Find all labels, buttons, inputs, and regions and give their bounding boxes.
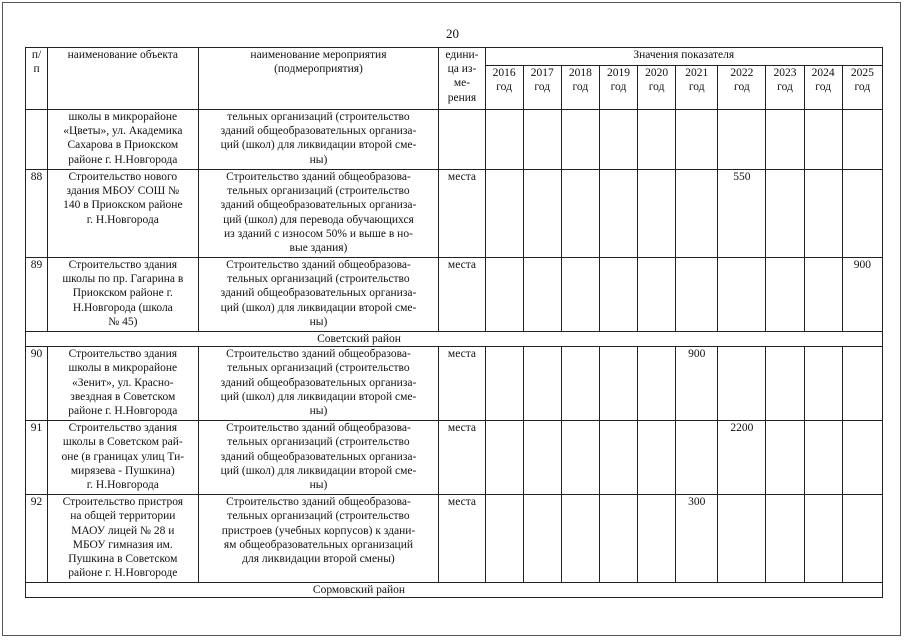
cell-value bbox=[804, 258, 842, 332]
cell-unit bbox=[439, 110, 485, 170]
header-num: п/ п bbox=[26, 48, 48, 110]
cell-value bbox=[599, 495, 637, 583]
cell-value bbox=[718, 258, 766, 332]
cell-value bbox=[676, 170, 718, 258]
district-label: Советский район bbox=[26, 332, 883, 347]
cell-value bbox=[718, 110, 766, 170]
year-header: 2023 год bbox=[766, 66, 804, 110]
cell-object: школы в микрорайоне «Цветы», ул. Академика Сахарова в Приокском районе г. Н.Новгорода bbox=[48, 110, 199, 170]
cell-measure: Строительство зданий общеобразова- тельных организаций (строительство зданий общеобразовательных организа- ций (школ) для ликвидации второй сме- ны) bbox=[198, 258, 439, 332]
cell-value bbox=[842, 495, 882, 583]
cell-object: Строительство здания школы по пр. Гагарина в Приокском районе г. Н.Новгорода (школа № 45) bbox=[48, 258, 199, 332]
cell-value bbox=[842, 110, 882, 170]
year-header: 2024 год bbox=[804, 66, 842, 110]
cell-object: Строительство здания школы в микрорайоне «Зенит», ул. Красно- звездная в Советском районе г. Н.Новгорода bbox=[48, 347, 199, 421]
header-row-top bbox=[26, 48, 883, 66]
cell-value: 900 bbox=[842, 258, 882, 332]
cell-object: Строительство нового здания МБОУ СОШ № 140 в Приокском районе г. Н.Новгорода bbox=[48, 170, 199, 258]
cell-value bbox=[842, 170, 882, 258]
cell-value bbox=[804, 170, 842, 258]
cell-num bbox=[26, 110, 48, 170]
cell-measure: Строительство зданий общеобразова- тельных организаций (строительство зданий общеобразовательных организа- ций (школ) для ликвидации второй сме- ны) bbox=[198, 421, 439, 495]
cell-value bbox=[561, 495, 599, 583]
cell-value bbox=[523, 495, 561, 583]
cell-value bbox=[766, 421, 804, 495]
cell-value bbox=[638, 347, 676, 421]
cell-value bbox=[638, 110, 676, 170]
cell-value bbox=[766, 170, 804, 258]
cell-measure: тельных организаций (строительство зданий общеобразовательных организа- ций (школ) для ликвидации второй сме- ны) bbox=[198, 110, 439, 170]
cell-value bbox=[638, 170, 676, 258]
cell-unit: места bbox=[439, 421, 485, 495]
cell-value bbox=[804, 347, 842, 421]
cell-object: Строительство пристроя на общей территории МАОУ лицей № 28 и МБОУ гимназия им. Пушкина в Советском районе г. Н.Новгороде bbox=[48, 495, 199, 583]
cell-value bbox=[561, 110, 599, 170]
cell-measure: Строительство зданий общеобразова- тельных организаций (строительство пристроев (учебных корпусов) к здани- ям общеобразовательных организаций для ликвидации второй смены) bbox=[198, 495, 439, 583]
cell-value bbox=[485, 347, 523, 421]
cell-value bbox=[485, 495, 523, 583]
cell-value bbox=[523, 421, 561, 495]
cell-value bbox=[599, 421, 637, 495]
cell-value bbox=[561, 421, 599, 495]
cell-value bbox=[842, 347, 882, 421]
cell-value bbox=[804, 110, 842, 170]
district-row bbox=[26, 332, 883, 347]
table-row bbox=[26, 421, 883, 495]
cell-value bbox=[676, 421, 718, 495]
year-header: 2022 год bbox=[718, 66, 766, 110]
cell-measure: Строительство зданий общеобразова- тельных организаций (строительство зданий общеобразовательных организа- ций (школ) для ликвидации второй сме- ны) bbox=[198, 347, 439, 421]
cell-value bbox=[485, 258, 523, 332]
cell-num: 91 bbox=[26, 421, 48, 495]
cell-unit: места bbox=[439, 347, 485, 421]
cell-value: 2200 bbox=[718, 421, 766, 495]
cell-value bbox=[766, 258, 804, 332]
cell-value bbox=[599, 170, 637, 258]
year-header: 2025 год bbox=[842, 66, 882, 110]
cell-value bbox=[676, 110, 718, 170]
cell-value bbox=[766, 110, 804, 170]
cell-value bbox=[676, 258, 718, 332]
year-header: 2016 год bbox=[485, 66, 523, 110]
year-header: 2021 год bbox=[676, 66, 718, 110]
cell-value bbox=[523, 347, 561, 421]
cell-value bbox=[638, 495, 676, 583]
year-header: 2017 год bbox=[523, 66, 561, 110]
indicators-table bbox=[25, 47, 883, 598]
cell-value: 550 bbox=[718, 170, 766, 258]
cell-value bbox=[561, 347, 599, 421]
cell-num: 89 bbox=[26, 258, 48, 332]
cell-num: 88 bbox=[26, 170, 48, 258]
cell-value bbox=[523, 170, 561, 258]
cell-measure: Строительство зданий общеобразова- тельных организаций (строительство зданий общеобразовательных организа- ций (школ) для перевода обучающихся из зданий с износом 50% и выше в но- вые здания) bbox=[198, 170, 439, 258]
cell-unit: места bbox=[439, 170, 485, 258]
cell-value bbox=[599, 258, 637, 332]
header-unit: едини- ца из- ме- рения bbox=[439, 48, 485, 110]
table-row-continued bbox=[26, 110, 883, 170]
table-row bbox=[26, 495, 883, 583]
district-row bbox=[26, 583, 883, 598]
cell-value bbox=[804, 495, 842, 583]
cell-value bbox=[766, 495, 804, 583]
table-row bbox=[26, 347, 883, 421]
cell-num: 90 bbox=[26, 347, 48, 421]
page-number: 20 bbox=[446, 26, 459, 41]
table-row bbox=[26, 170, 883, 258]
cell-value bbox=[638, 258, 676, 332]
year-header: 2019 год bbox=[599, 66, 637, 110]
cell-value bbox=[842, 421, 882, 495]
cell-value bbox=[485, 110, 523, 170]
cell-unit: места bbox=[439, 495, 485, 583]
cell-value bbox=[718, 347, 766, 421]
cell-value bbox=[485, 170, 523, 258]
cell-value bbox=[485, 421, 523, 495]
cell-value bbox=[804, 421, 842, 495]
cell-value bbox=[561, 170, 599, 258]
cell-value bbox=[523, 258, 561, 332]
cell-value bbox=[599, 110, 637, 170]
header-values: Значения показателя bbox=[485, 48, 882, 66]
cell-value bbox=[523, 110, 561, 170]
cell-unit: места bbox=[439, 258, 485, 332]
header-object: наименование объекта bbox=[48, 48, 199, 110]
cell-value bbox=[561, 258, 599, 332]
header-measure: наименование мероприятия (подмероприятия) bbox=[198, 48, 439, 110]
cell-value bbox=[718, 495, 766, 583]
cell-value: 900 bbox=[676, 347, 718, 421]
cell-value bbox=[599, 347, 637, 421]
cell-value: 300 bbox=[676, 495, 718, 583]
cell-object: Строительство здания школы в Советском рай- оне (в границах улиц Ти- мирязева - Пушкина) г. Н.Новгорода bbox=[48, 421, 199, 495]
table-row bbox=[26, 258, 883, 332]
cell-num: 92 bbox=[26, 495, 48, 583]
year-header: 2020 год bbox=[638, 66, 676, 110]
year-header: 2018 год bbox=[561, 66, 599, 110]
cell-value bbox=[638, 421, 676, 495]
district-label: Сормовский район bbox=[26, 583, 883, 598]
cell-value bbox=[766, 347, 804, 421]
